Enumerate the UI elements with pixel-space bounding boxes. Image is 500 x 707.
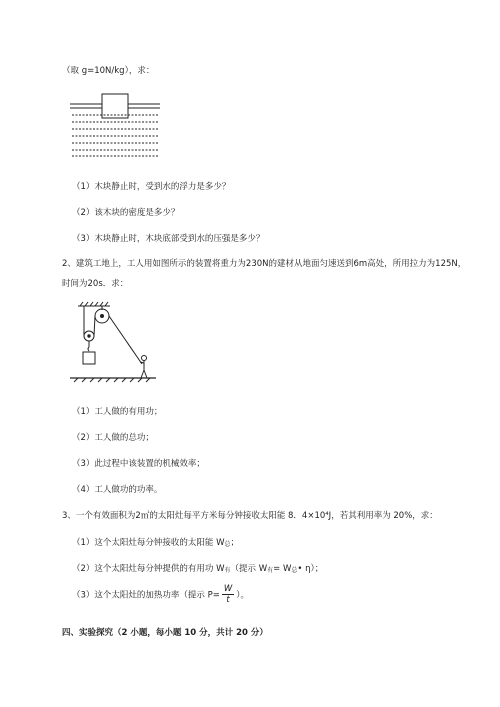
block-in-water-figure [70,92,180,158]
q3-sub-2-a: （2）这个太阳灶每分钟提供的有用功 W [72,564,225,574]
section-heading: 四、实验探究（2 小题，每小题 10 分，共计 20 分） [62,628,268,638]
q3-sub-3-b: ）。 [236,590,250,601]
q1-sub-1: （1）木块静止时，受到水的浮力是多少？ [72,182,231,192]
q3-sub-2-sub-a: 有 [224,567,231,574]
ground-hatch [74,378,150,382]
q3-sub-3-a: （3）这个太阳灶的加热功率（提示 P= [72,590,220,601]
q3-sub-1-text: （1）这个太阳灶每分钟接收的太阳能 W [72,538,225,548]
q1-sub-2: （2）该木块的密度是多少？ [72,208,180,218]
q2-sub-4: （4）工人做功的功率。 [72,485,163,495]
q2-text-line2: 时间为20s．求： [62,279,129,289]
intro-line: （取 g=10N/kg），求： [62,66,155,76]
q3-sub-2 [72,562,323,574]
q3-sub-1 [72,536,239,548]
q3-sub-2-b: （提示 W [230,564,268,574]
building-material [83,352,95,364]
q3-sub-2-sub-c: 总 [291,567,298,574]
q3-sub-2-c: = W [273,564,292,574]
q3-sub-3 [72,584,249,605]
q2-sub-2: （2）工人做的总功； [72,433,154,443]
q2-sub-1: （1）工人做的有用功； [72,407,163,417]
wood-block [102,94,128,118]
fraction-denominator: t [226,595,230,605]
fraction-numerator: W [223,584,233,594]
q3-sub-2-sub-b: 有 [267,567,274,574]
q2-text-line1: 2、建筑工地上，工人用如图所示的装置将重力为230N的建材从地面匀速送到6m高处，所用拉力为125N， [62,259,467,269]
power-fraction [222,584,234,605]
q3-sub-1-end: ； [230,538,240,548]
q3-text: 3、一个有效面积为2㎡的太阳灶每平方米每分钟接收太阳能 8．4×10⁴J，若其利用率为 20%，求： [62,511,438,521]
water-dashes [72,115,158,156]
q3-sub-2-d: • η）； [297,564,324,574]
pulley-system-figure [70,300,160,384]
worker-head [142,356,147,361]
ceiling-hatch [80,302,108,306]
rope-to-worker [109,316,142,364]
rope-middle [94,316,95,336]
q1-sub-3: （3）木块静止时，木块底部受到水的压强是多少？ [72,234,265,244]
q2-sub-3: （3）此过程中该装置的机械效率； [72,459,205,469]
q3-sub-1-subscript: 总 [224,541,231,548]
